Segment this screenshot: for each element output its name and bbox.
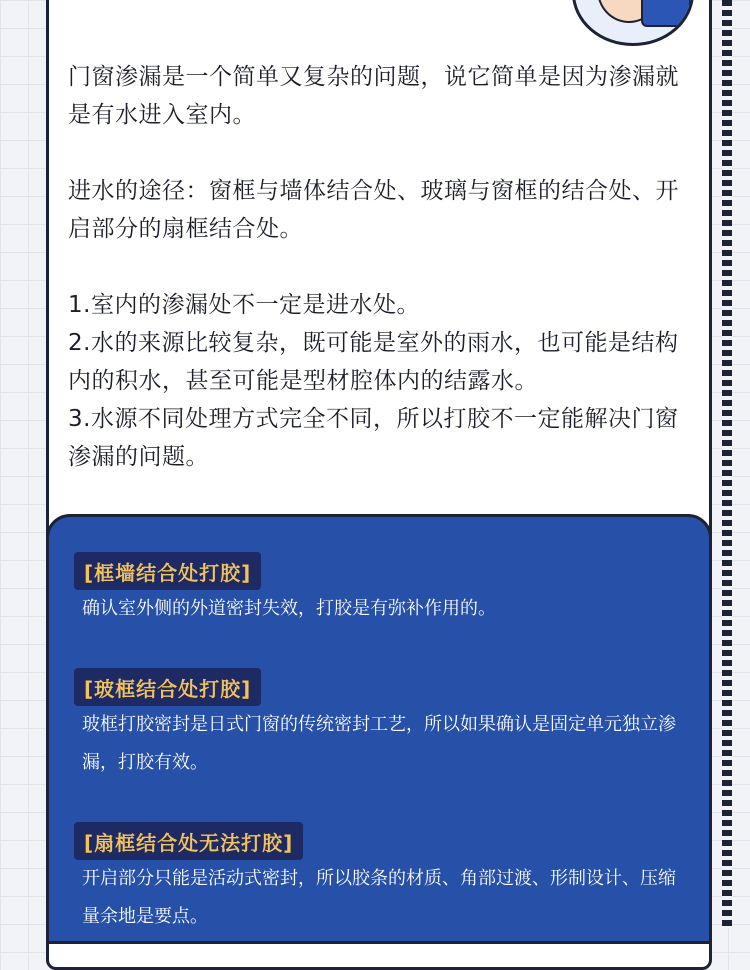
mascot-helmet (641, 0, 691, 27)
point-item-2: 2.水的来源比较复杂，既可能是室外的雨水，也可能是结构内的积水，甚至可能是型材腔体内的结露水。 (68, 330, 679, 394)
point-item-3: 3.水源不同处理方式完全不同，所以打胶不一定能解决门窗渗漏的问题。 (68, 406, 679, 470)
section-title-glass-frame: [玻框结合处打胶] (74, 668, 261, 706)
point-item-1: 1.室内的渗漏处不一定是进水处。 (68, 292, 420, 318)
intro-paragraph-2 (68, 172, 688, 248)
intro-paragraph-1 (68, 58, 688, 134)
section-body-frame-wall: 确认室外侧的外道密封失效，打胶是有弥补作用的。 (82, 598, 496, 619)
section-title-sash-frame: [扇框结合处无法打胶] (74, 822, 303, 860)
section-title-frame-wall: [框墙结合处打胶] (74, 552, 261, 590)
dashed-page-border (722, 0, 732, 928)
section-body-glass-frame: 玻框打胶密封是日式门窗的传统密封工艺，所以如果确认是固定单元独立渗漏，打胶有效。 (82, 714, 676, 773)
intro-text-2: 进水的途径：窗框与墙体结合处、玻璃与窗框的结合处、开启部分的扇框结合处。 (68, 178, 679, 242)
intro-text-1: 门窗渗漏是一个简单又复杂的问题，说它简单是因为渗漏就是有水进入室内。 (68, 64, 679, 128)
points-list (68, 286, 688, 476)
section-body-sash-frame: 开启部分只能是活动式密封，所以胶条的材质、角部过渡、形制设计、压缩量余地是要点。 (82, 868, 676, 927)
